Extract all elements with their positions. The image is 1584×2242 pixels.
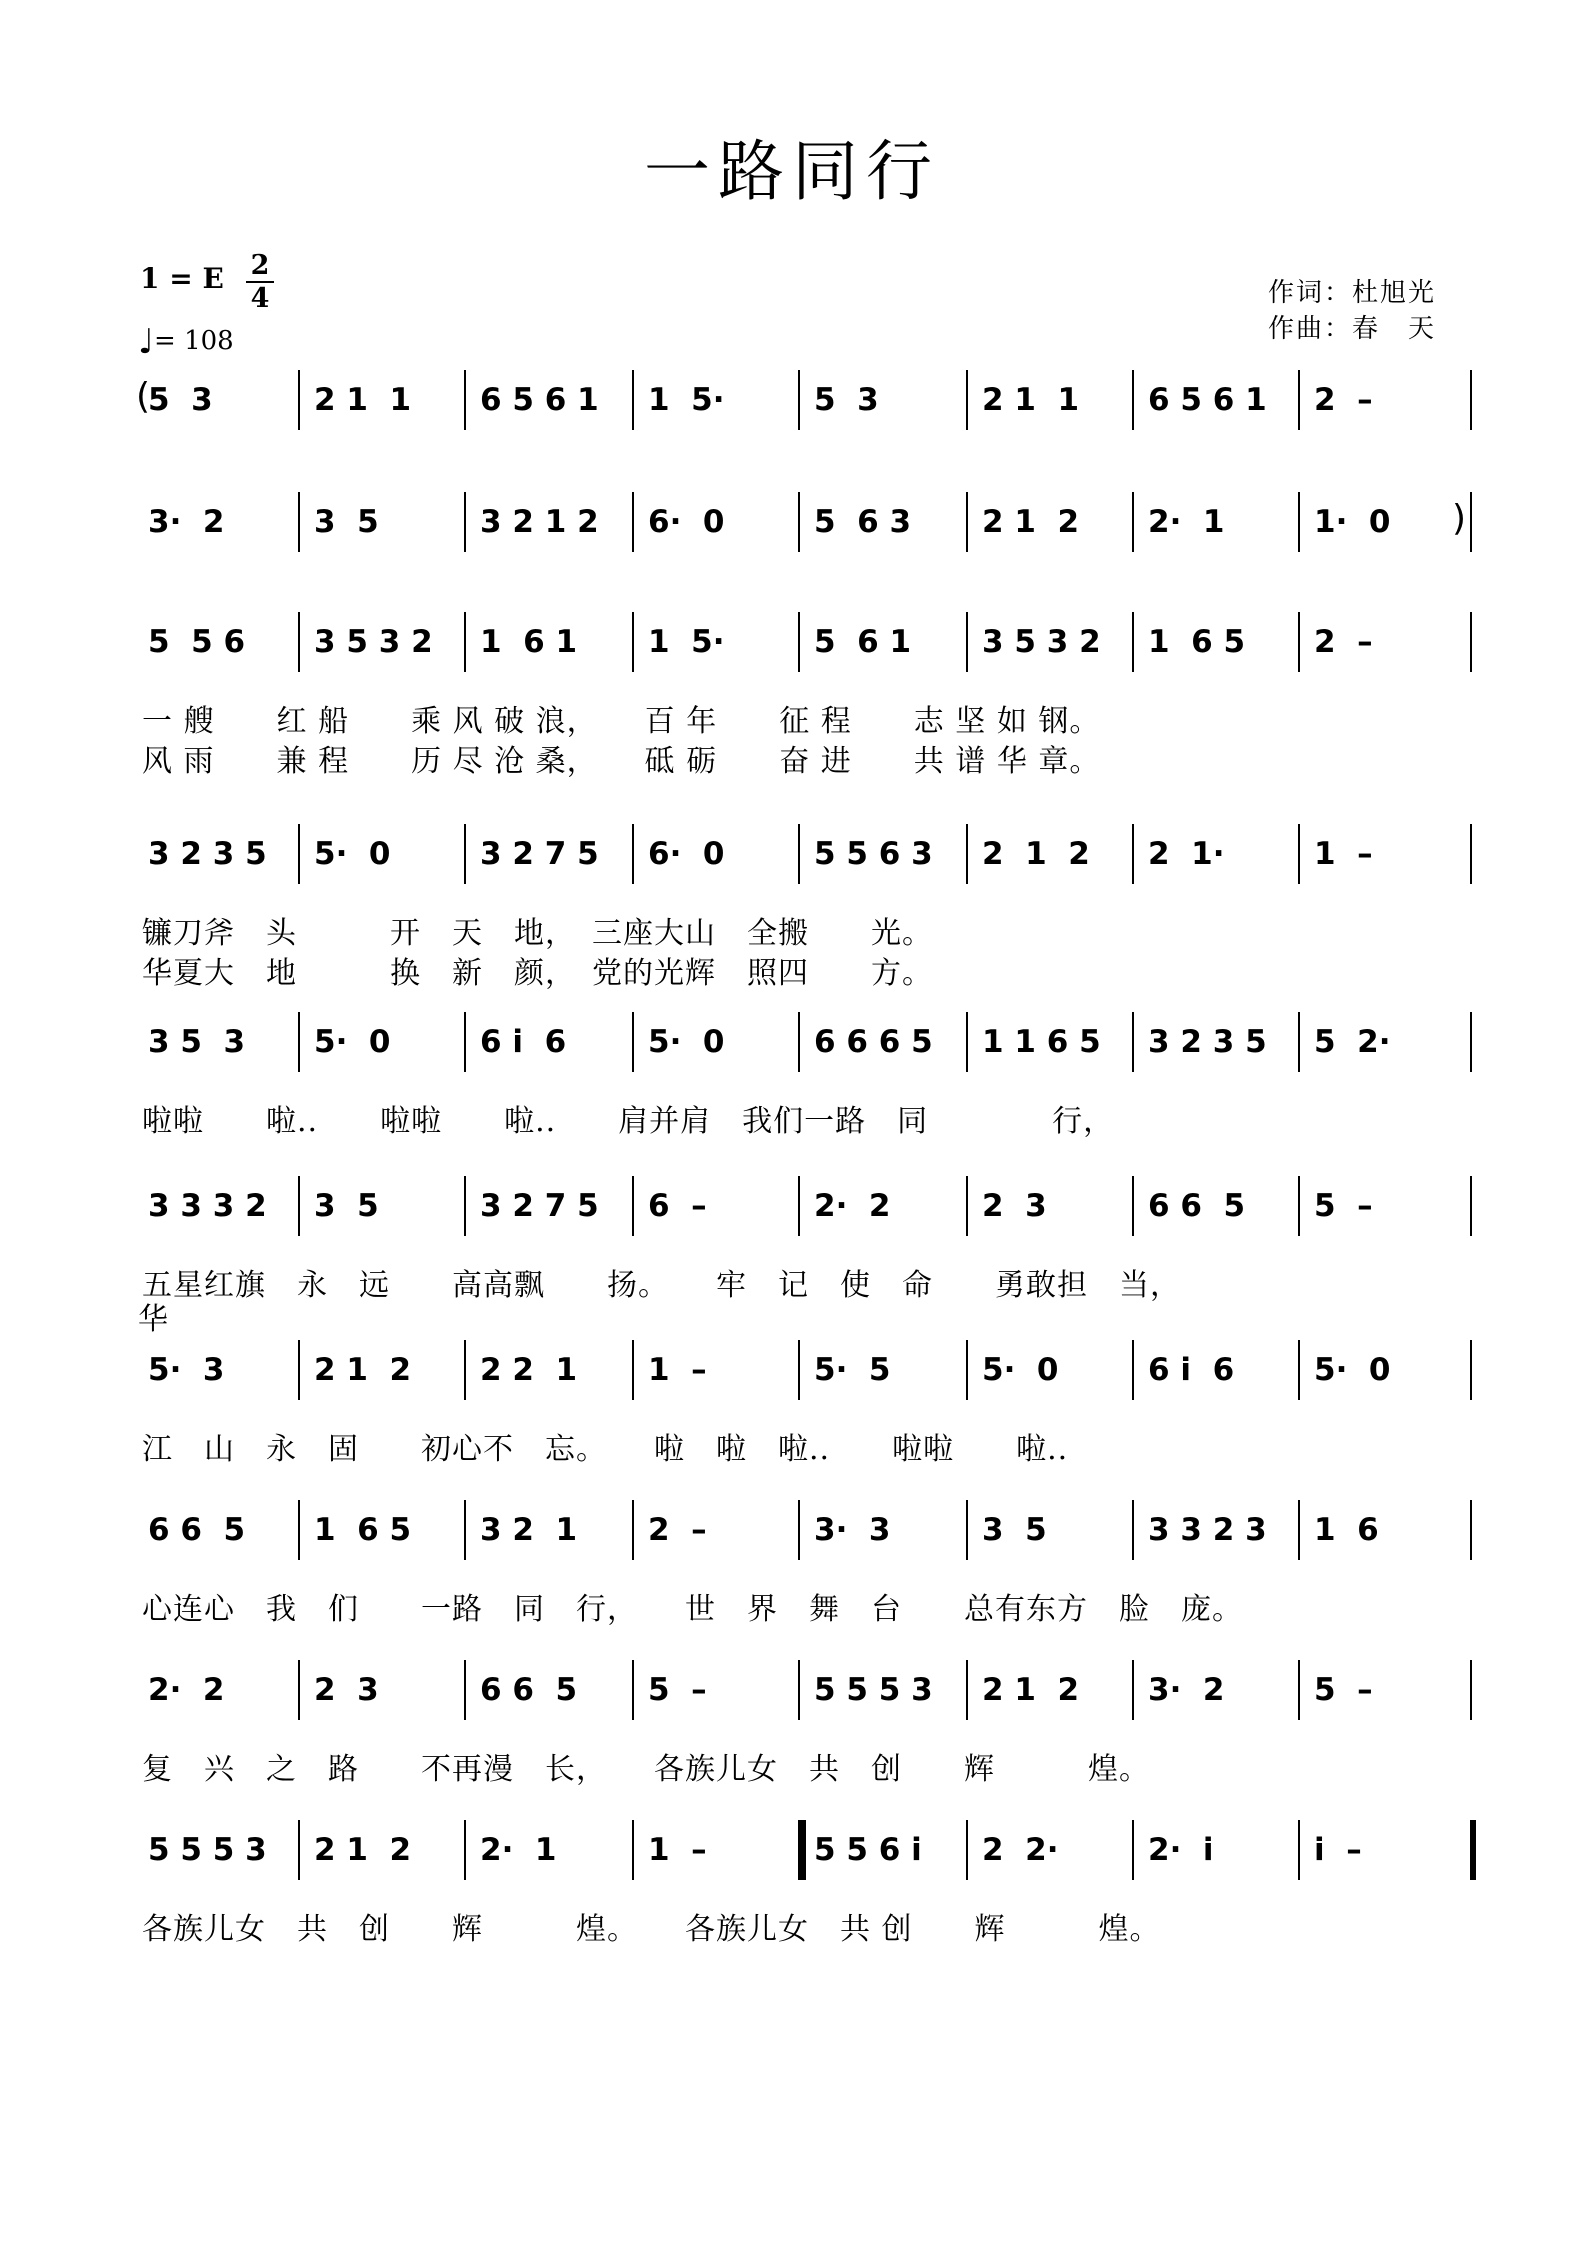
quarter-note-icon: ♩ xyxy=(138,322,155,362)
composer-credit: 作曲：春 天 xyxy=(1268,314,1437,344)
barline xyxy=(798,1176,800,1236)
measure: 1 6 5 xyxy=(314,1512,412,1548)
measure: 2 – xyxy=(648,1512,707,1548)
barline xyxy=(298,824,300,884)
barline xyxy=(464,492,466,552)
barline xyxy=(798,370,800,430)
barline xyxy=(1132,612,1134,672)
barline xyxy=(798,1340,800,1400)
barline xyxy=(298,1340,300,1400)
barline xyxy=(1470,1012,1472,1072)
measure: 1 1 6 5 xyxy=(982,1024,1101,1060)
measure: 1 6 xyxy=(1314,1512,1379,1548)
barline xyxy=(1132,1500,1134,1560)
measure: 2 1 2 xyxy=(982,504,1080,540)
barline xyxy=(1470,612,1472,672)
barline xyxy=(1298,1820,1300,1880)
measure: 3 5 xyxy=(314,1188,379,1224)
song-title: 一路同行 xyxy=(644,133,940,210)
measure: 3 5 3 2 xyxy=(982,624,1101,660)
measure: 1· 0 xyxy=(1314,504,1391,540)
barline xyxy=(1470,1340,1472,1400)
measure: 6· 0 xyxy=(648,836,725,872)
lyric-line: 五星红旗 永 远 高高飘 扬。 牢 记 使 命 勇敢担 当， xyxy=(142,1268,1181,1303)
barline xyxy=(632,1340,634,1400)
barline xyxy=(1298,1660,1300,1720)
measure: 5 6 1 xyxy=(814,624,912,660)
measure: 2 1 2 xyxy=(982,836,1090,872)
measure: 6 i 6 xyxy=(480,1024,567,1060)
barline xyxy=(966,824,968,884)
barline xyxy=(798,1660,800,1720)
measure: 2 3 xyxy=(314,1672,379,1708)
measure: 3 2 1 2 xyxy=(480,504,599,540)
barline xyxy=(1132,1340,1134,1400)
measure: 1 – xyxy=(648,1352,707,1388)
measure: 3· 3 xyxy=(814,1512,891,1548)
measure: 5· 0 xyxy=(314,836,391,872)
measure: 2 1 2 xyxy=(314,1352,412,1388)
barline xyxy=(298,1012,300,1072)
measure: 6 6 5 xyxy=(1148,1188,1246,1224)
barline xyxy=(298,1500,300,1560)
measure: i – xyxy=(1314,1832,1362,1868)
barline xyxy=(632,492,634,552)
measure: 2· 1 xyxy=(1148,504,1225,540)
barline xyxy=(966,370,968,430)
time-signature-bottom: 4 xyxy=(250,283,270,314)
measure: 5· 0 xyxy=(1314,1352,1391,1388)
barline xyxy=(1298,1340,1300,1400)
measure: 3· 2 xyxy=(148,504,225,540)
measure: 3 5 3 xyxy=(148,1024,246,1060)
measure: 6 5 6 1 xyxy=(1148,382,1267,418)
barline xyxy=(798,1500,800,1560)
lyric-line: 一 艘 红 船 乘 风 破 浪， 百 年 征 程 志 坚 如 钢。 xyxy=(142,704,1101,739)
measure: 2 1· xyxy=(1148,836,1225,872)
barline xyxy=(1470,370,1472,430)
measure: 5 5 6 3 xyxy=(814,836,933,872)
barline xyxy=(464,1820,466,1880)
measure: 3 5 xyxy=(314,504,379,540)
measure: 1 – xyxy=(648,1832,707,1868)
lyric-line: 镰刀斧 头 开 天 地， 三座大山 全搬 光。 xyxy=(142,916,933,951)
measure: 5 5 6 i xyxy=(814,1832,922,1868)
barline xyxy=(1132,492,1134,552)
key-signature: 1 = E xyxy=(140,262,224,295)
measure: 3 5 3 2 xyxy=(314,624,433,660)
measure: 2· 2 xyxy=(814,1188,891,1224)
barline xyxy=(1132,824,1134,884)
barline xyxy=(966,1820,968,1880)
barline xyxy=(1470,1500,1472,1560)
lyric-line: 啦啦 啦.. 啦啦 啦.. 肩并肩 我们一路 同 行， xyxy=(142,1104,1115,1139)
barline xyxy=(464,824,466,884)
measure: 2 2· xyxy=(982,1832,1059,1868)
barline xyxy=(1132,370,1134,430)
barline xyxy=(1298,492,1300,552)
barline xyxy=(1298,1500,1300,1560)
measure: 2· 1 xyxy=(480,1832,557,1868)
barline xyxy=(798,1012,800,1072)
barline xyxy=(1132,1660,1134,1720)
measure: 5· 0 xyxy=(982,1352,1059,1388)
measure: 2· 2 xyxy=(148,1672,225,1708)
measure: 2· i xyxy=(1148,1832,1214,1868)
measure: 5 5 5 3 xyxy=(814,1672,933,1708)
measure: 3 2 1 xyxy=(480,1512,578,1548)
measure: 3 3 2 3 xyxy=(1148,1512,1267,1548)
barline xyxy=(632,824,634,884)
measure: 3 2 3 5 xyxy=(148,836,267,872)
measure: 2 1 1 xyxy=(314,382,412,418)
barline xyxy=(1470,492,1472,552)
measure: 5 2· xyxy=(1314,1024,1391,1060)
measure: 1 5· xyxy=(648,382,725,418)
barline xyxy=(464,612,466,672)
measure: 3 5 xyxy=(982,1512,1047,1548)
measure: 3· 2 xyxy=(1148,1672,1225,1708)
barline xyxy=(966,492,968,552)
measure: 2 1 2 xyxy=(314,1832,412,1868)
measure: 1 6 5 xyxy=(1148,624,1246,660)
barline xyxy=(798,492,800,552)
barline xyxy=(1298,612,1300,672)
barline xyxy=(464,1340,466,1400)
measure: 2 2 1 xyxy=(480,1352,578,1388)
barline xyxy=(1298,824,1300,884)
stray-lyric-char: 华 xyxy=(138,1302,168,1337)
barline xyxy=(464,1500,466,1560)
time-signature-top: 2 xyxy=(250,250,270,281)
lyricist-credit: 作词：杜旭光 xyxy=(1268,278,1437,308)
barline xyxy=(1132,1820,1134,1880)
barline xyxy=(966,1660,968,1720)
lyric-line: 复 兴 之 路 不再漫 长， 各族儿女 共 创 辉 煌。 xyxy=(142,1752,1150,1787)
barline xyxy=(1470,824,1472,884)
measure: 3 2 7 5 xyxy=(480,1188,599,1224)
barline xyxy=(298,492,300,552)
measure: 5 – xyxy=(1314,1188,1373,1224)
barline xyxy=(632,1012,634,1072)
measure: 5· 5 xyxy=(814,1352,891,1388)
barline xyxy=(966,612,968,672)
barline xyxy=(632,1660,634,1720)
barline xyxy=(464,1176,466,1236)
measure: 5· 3 xyxy=(148,1352,225,1388)
barline xyxy=(632,370,634,430)
measure: 6 i 6 xyxy=(1148,1352,1235,1388)
measure: 3 3 3 2 xyxy=(148,1188,267,1224)
barline xyxy=(1132,1012,1134,1072)
measure: 3 2 3 5 xyxy=(1148,1024,1267,1060)
barline xyxy=(1470,1660,1472,1720)
measure: 5· 0 xyxy=(648,1024,725,1060)
barline xyxy=(298,1820,300,1880)
measure: 6· 0 xyxy=(648,504,725,540)
measure: 5 – xyxy=(1314,1672,1373,1708)
barline xyxy=(798,612,800,672)
barline xyxy=(966,1012,968,1072)
barline xyxy=(298,1176,300,1236)
lyric-line: 华夏大 地 换 新 颜， 党的光辉 照四 方。 xyxy=(142,956,933,991)
open-paren: ( xyxy=(136,376,151,417)
barline xyxy=(464,370,466,430)
barline xyxy=(1470,1820,1476,1880)
measure: 6 – xyxy=(648,1188,707,1224)
measure: 5 6 3 xyxy=(814,504,912,540)
barline xyxy=(632,1176,634,1236)
measure: 5 5 5 3 xyxy=(148,1832,267,1868)
barline xyxy=(1470,1176,1472,1236)
measure: 1 – xyxy=(1314,836,1373,872)
barline xyxy=(966,1500,968,1560)
barline xyxy=(798,824,800,884)
lyric-line: 心连心 我 们 一路 同 行， 世 界 舞 台 总有东方 脸 庞。 xyxy=(142,1592,1243,1627)
measure: 5 – xyxy=(648,1672,707,1708)
barline xyxy=(1298,370,1300,430)
time-signature xyxy=(246,252,274,312)
barline xyxy=(632,1820,634,1880)
measure: 6 6 5 xyxy=(148,1512,246,1548)
measure: 3 2 7 5 xyxy=(480,836,599,872)
measure: 5 5 6 xyxy=(148,624,246,660)
barline xyxy=(464,1012,466,1072)
barline xyxy=(298,612,300,672)
repeat-barline xyxy=(800,1820,806,1880)
measure: 2 3 xyxy=(982,1188,1047,1224)
tempo-marking xyxy=(138,322,234,362)
measure: 6 6 6 5 xyxy=(814,1024,933,1060)
measure: 1 6 1 xyxy=(480,624,578,660)
barline xyxy=(1298,1176,1300,1236)
measure: 6 6 5 xyxy=(480,1672,578,1708)
measure: 5 3 xyxy=(148,382,213,418)
measure: 6 5 6 1 xyxy=(480,382,599,418)
lyric-line: 风 雨 兼 程 历 尽 沧 桑， 砥 砺 奋 进 共 谱 华 章。 xyxy=(142,744,1101,779)
barline xyxy=(632,612,634,672)
measure: 2 – xyxy=(1314,624,1373,660)
tempo-value: = 108 xyxy=(154,326,234,356)
barline xyxy=(298,370,300,430)
close-paren: ) xyxy=(1452,498,1467,539)
measure: 5 3 xyxy=(814,382,879,418)
barline xyxy=(966,1176,968,1236)
barline xyxy=(1132,1176,1134,1236)
measure: 2 1 2 xyxy=(982,1672,1080,1708)
measure: 2 – xyxy=(1314,382,1373,418)
measure: 2 1 1 xyxy=(982,382,1080,418)
barline xyxy=(464,1660,466,1720)
measure: 1 5· xyxy=(648,624,725,660)
lyric-line: 各族儿女 共 创 辉 煌。 各族儿女 共 创 辉 煌。 xyxy=(142,1912,1161,1947)
barline xyxy=(298,1660,300,1720)
barline xyxy=(966,1340,968,1400)
barline xyxy=(632,1500,634,1560)
lyric-line: 江 山 永 固 初心不 忘。 啦 啦 啦.. 啦啦 啦.. xyxy=(142,1432,1069,1467)
measure: 5· 0 xyxy=(314,1024,391,1060)
barline xyxy=(1298,1012,1300,1072)
